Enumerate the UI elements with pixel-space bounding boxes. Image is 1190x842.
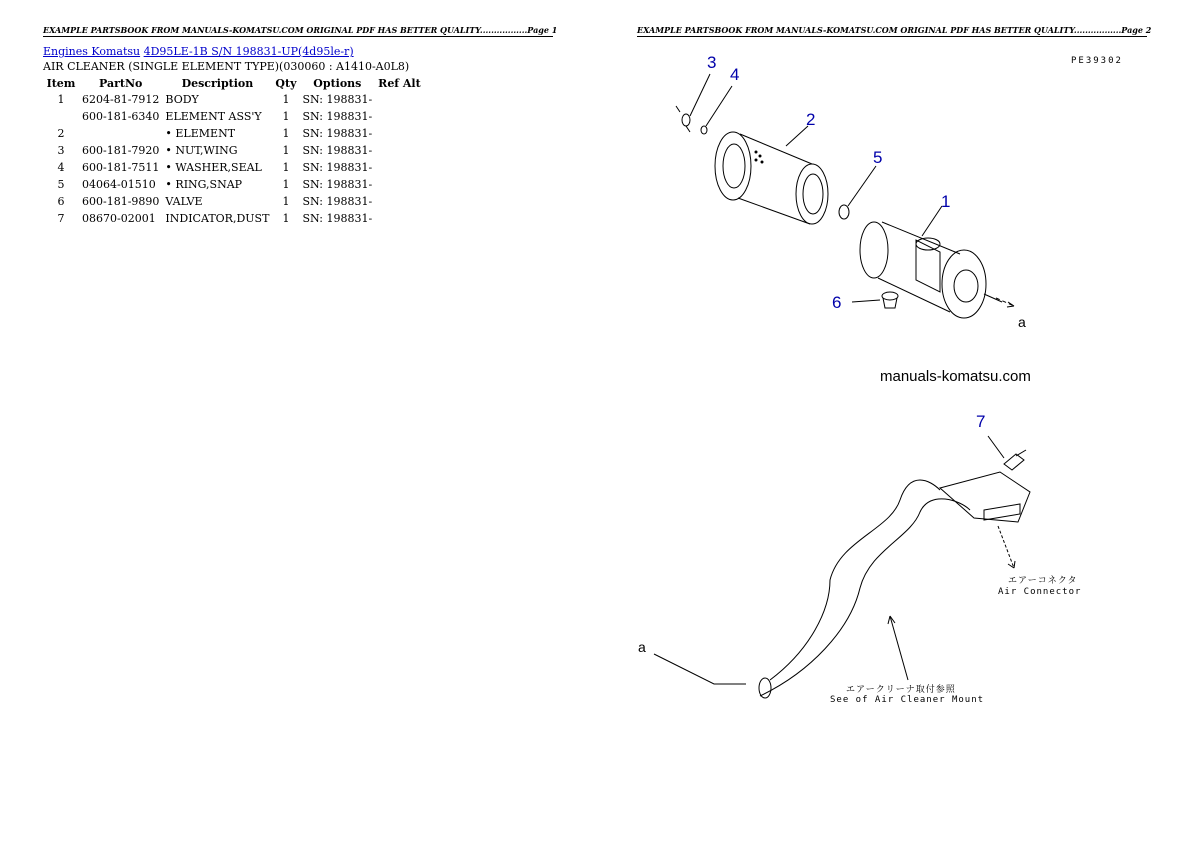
cell-qty: 1 [282,161,290,174]
cell-options: SN: 198831- [302,127,373,140]
cell-ref-alt [375,193,424,210]
body-drawing [860,222,1002,318]
cell-partno [79,125,162,142]
cell-qty: 1 [282,93,290,106]
cell-description: • NUT,WING [165,144,238,157]
watermark: manuals-komatsu.com [880,368,1031,385]
cell-qty: 1 [282,212,290,225]
section-title: AIR CLEANER (SINGLE ELEMENT TYPE)(030060 : A1410-A0L8) [43,60,410,73]
cell-options: SN: 198831- [302,110,373,123]
exploded-view-diagram [600,40,1180,730]
cell-description: INDICATOR,DUST [165,212,270,225]
cell-item: 1 [57,93,65,106]
parts-table [43,76,424,227]
snap-ring-drawing [839,205,849,219]
table-row [43,159,424,176]
cell-options: SN: 198831- [302,161,373,174]
ref-a-lower: a [638,639,646,655]
callout-4: 4 [730,65,740,84]
col-item: Item [46,77,76,90]
cell-description: • RING,SNAP [165,178,243,191]
col-ref-alt: Ref Alt [378,77,421,90]
callout-3: 3 [707,53,717,72]
cell-partno: 600-181-6340 [82,110,160,123]
cell-partno: 600-181-9890 [82,195,160,208]
table-row [43,108,424,125]
table-row [43,193,424,210]
cell-ref-alt [375,125,424,142]
table-row [43,210,424,227]
air-connector-label: Air Connector [998,587,1082,597]
col-description: Description [181,77,254,90]
cell-item: 5 [57,178,65,191]
breadcrumb-link-engines[interactable]: Engines Komatsu [43,45,141,58]
cell-description: • ELEMENT [165,127,236,140]
table-row [43,176,424,193]
cell-description: VALVE [165,195,203,208]
callout-7: 7 [976,412,986,431]
cell-options: SN: 198831- [302,212,373,225]
cell-qty: 1 [282,178,290,191]
callout-2: 2 [806,110,816,129]
cell-item: 3 [57,144,65,157]
cell-options: SN: 198831- [302,144,373,157]
cell-item: 2 [57,127,65,140]
cell-item: 6 [57,195,65,208]
page-2-header: EXAMPLE PARTSBOOK FROM MANUALS-KOMATSU.COM ORIGINAL PDF HAS BETTER QUALITY.................Page 2 [637,25,1152,35]
air-connector-label-jp: エアーコネクタ [1008,576,1078,586]
cell-description: BODY [165,93,199,106]
cell-partno: 04064-01510 [82,178,156,191]
seal-washer-drawing [701,126,707,134]
cell-ref-alt [375,176,424,193]
valve-drawing [882,292,898,308]
callout-6: 6 [832,293,842,312]
cell-qty: 1 [282,127,290,140]
table-row [43,142,424,159]
cell-item: 4 [57,161,65,174]
cell-item [43,108,79,125]
cell-item: 7 [57,212,65,225]
cell-qty: 1 [282,144,290,157]
breadcrumb-link-model[interactable]: 4D95LE-1B S/N 198831-UP(4d95le-r) [143,45,354,58]
cell-ref-alt [375,108,424,125]
cell-ref-alt [375,159,424,176]
cell-options: SN: 198831- [302,93,373,106]
table-row [43,125,424,142]
cell-partno: 08670-02001 [82,212,156,225]
cell-options: SN: 198831- [302,195,373,208]
hose-drawing [759,472,1030,698]
diagram-code: PE39302 [1071,56,1123,66]
col-options: Options [313,77,362,90]
callout-1: 1 [941,192,951,211]
cell-partno: 600-181-7920 [82,144,160,157]
mount-label: See of Air Cleaner Mount [830,695,985,705]
cell-description: • WASHER,SEAL [165,161,262,174]
col-partno: PartNo [99,77,143,90]
cell-ref-alt [375,142,424,159]
ref-a-upper: a [1018,314,1026,330]
cell-description: ELEMENT ASS'Y [165,110,262,123]
col-qty: Qty [275,77,297,90]
cell-ref-alt [375,210,424,227]
cell-partno: 600-181-7511 [82,161,160,174]
wing-nut-drawing [676,106,690,132]
cell-partno: 6204-81-7912 [82,93,160,106]
table-row [43,91,424,108]
callout-5: 5 [873,148,883,167]
breadcrumb [43,45,354,58]
cell-options: SN: 198831- [302,178,373,191]
table-header-row [43,76,424,91]
cell-qty: 1 [282,110,290,123]
element-drawing [715,132,828,224]
dust-indicator-drawing [1004,450,1026,470]
page-1-header: EXAMPLE PARTSBOOK FROM MANUALS-KOMATSU.COM ORIGINAL PDF HAS BETTER QUALITY.................Page 1 [43,25,558,35]
cell-ref-alt [375,91,424,108]
cell-qty: 1 [282,195,290,208]
mount-label-jp: エアークリーナ取付参照 [846,685,956,695]
